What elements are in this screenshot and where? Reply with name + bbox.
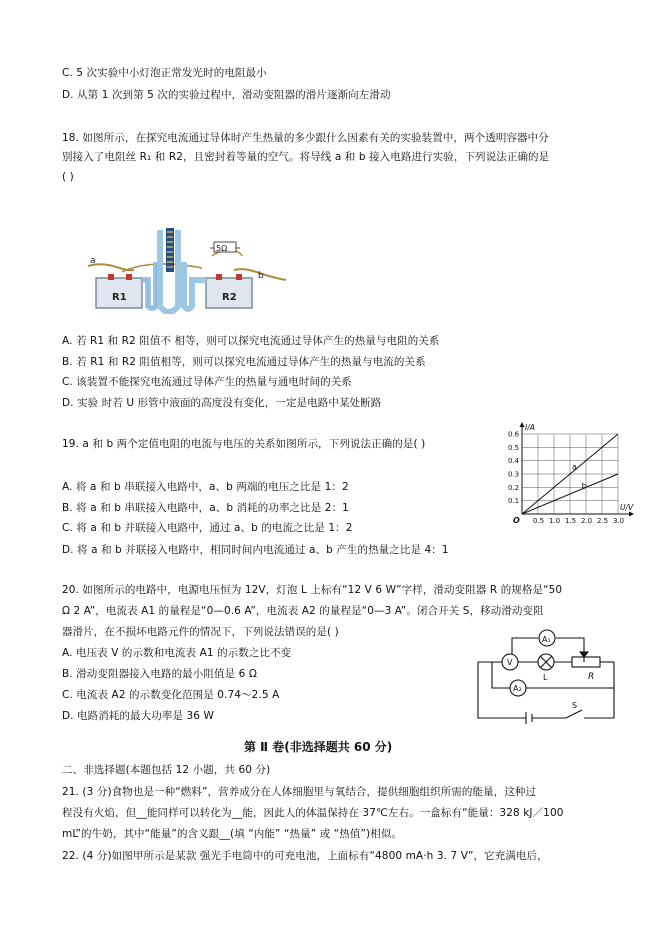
q17-option-d: D. 从第 1 次到第 5 次的实验过程中，滑动变阻器的滑片逐渐向左滑动 <box>62 89 391 101</box>
x-tick-label: 1.5 <box>565 517 577 525</box>
ammeter-a1-label: A₁ <box>542 635 551 644</box>
q18-stem-line-2: 别接入了电阻丝 R₁ 和 R2，且密封着等量的空气。将导线 a 和 b 接入电路进行实验，下列说法正确的是 <box>62 151 550 163</box>
q20-option-a: A. 电压表 V 的示数和电流表 A1 的示数之比不变 <box>62 647 292 659</box>
part-2-title: 第 Ⅱ 卷(非选择题共 60 分) <box>244 740 393 754</box>
q19-option-d: D. 将 a 和 b 并联接入电路中，相同时间内电流通过 a、b 产生的热量之比是 4：1 <box>62 544 449 556</box>
switch-s-label: S <box>572 701 578 710</box>
q18-option-b: B. 若 R1 和 R2 阻值相等，则可以探究电流通过导体产生的热量与电流的关系 <box>62 356 426 368</box>
origin-label: O <box>513 516 520 525</box>
q20-stem-line-1: 20. 如图所示的电路中，电源电压恒为 12V，灯泡 L 上标有“12 V 6 W”字样，滑动变阻器 R 的规格是“50 <box>62 584 563 596</box>
q18-stem-line-1: 18. 如图所示，在探究电流通过导体时产生热量的多少跟什么因素有关的实验装置中，两个透明容器中分 <box>62 132 549 144</box>
r2-label: R2 <box>222 292 237 303</box>
y-tick-label: 0.4 <box>508 457 520 466</box>
y-tick-label: 0.5 <box>508 443 520 452</box>
r1-label: R1 <box>112 292 127 303</box>
q17-option-c: C. 5 次实验中小灯泡正常发光时的电阻最小 <box>62 67 267 79</box>
q20-option-d: D. 电路消耗的最大功率是 36 W <box>62 710 214 722</box>
q21-line-3: mL”的牛奶，其中“能量”的含义跟__(填 “内能” “热量” 或 “热值”)相似。 <box>62 828 403 840</box>
x-axis-label: U/V <box>620 503 634 512</box>
wire-a-label: a <box>90 256 96 266</box>
y-axis-label: I/A <box>525 423 535 432</box>
y-tick-label: 0.3 <box>508 470 520 479</box>
iv-graph-chart <box>496 418 642 530</box>
y-tick-label: 0.2 <box>508 483 520 492</box>
q20-stem-line-3: 器滑片，在不损坏电路元件的情况下，下列说法错误的是( ) <box>62 626 339 638</box>
resistor-5ohm-label: 5Ω <box>216 244 228 253</box>
q19-option-a: A. 将 a 和 b 串联接入电路中，a、b 两端的电压之比是 1：2 <box>62 481 349 493</box>
ammeter-a2-label: A₂ <box>513 684 522 693</box>
q21-line-1: 21. (3 分)食物也是一种“燃料”，营养成分在人体细胞里与氧结合，提供细胞组织所需的能量，这种过 <box>62 786 537 798</box>
lamp-l-label: L <box>543 673 548 682</box>
x-tick-label: 0.5 <box>533 517 545 525</box>
x-tick-label: 2.5 <box>597 517 609 525</box>
q19-stem: 19. a 和 b 两个定值电阻的电流与电压的关系如图所示，下列说法正确的是( ) <box>62 438 426 450</box>
wire-b-label: b <box>258 271 264 281</box>
series-label-b: b <box>581 481 587 491</box>
part-2-heading: 二、非选择题(本题包括 12 小题，共 60 分) <box>62 764 271 776</box>
series-label-a: a <box>572 462 577 472</box>
q18-option-a: A. 若 R1 和 R2 阻值不 相等，则可以探究电流通过导体产生的热量与电阻的关系 <box>62 335 440 347</box>
q18-stem-line-3: ( ) <box>62 171 74 183</box>
q18-option-c: C. 该装置不能探究电流通过导体产生的热量与通电时间的关系 <box>62 376 352 388</box>
x-tick-label: 2.0 <box>581 517 593 525</box>
q20-circuit-diagram <box>472 628 622 724</box>
q21-line-2: 程没有火焰，但__能同样可以转化为__能，因此人的体温保持在 37℃左右。一盒标有“能量：328 kJ／100 <box>62 807 564 819</box>
q20-option-c: C. 电流表 A2 的示数变化范围是 0.74～2.5 A <box>62 689 280 701</box>
y-tick-label: 0.1 <box>508 497 520 506</box>
q22-line-1: 22. (4 分)如图甲所示是某款 强光手电筒中的可充电池，上面标有“4800 mA·h 3. 7 V”，它充满电后， <box>62 850 548 862</box>
q19-option-c: C. 将 a 和 b 并联接入电路中，通过 a、b 的电流之比是 1：2 <box>62 522 353 534</box>
y-axis-arrow <box>520 422 525 427</box>
rheostat-r-label: R <box>588 672 595 682</box>
q19-option-b: B. 将 a 和 b 串联接入电路中，a、b 消耗的功率之比是 2：1 <box>62 502 349 514</box>
voltmeter-v-label: V <box>507 658 513 667</box>
y-tick-label: 0.6 <box>508 430 520 439</box>
q20-option-b: B. 滑动变阻器接入电路的最小阻值是 6 Ω <box>62 668 257 680</box>
x-axis-arrow <box>629 512 634 517</box>
x-tick-label: 1.0 <box>549 517 561 525</box>
x-tick-label: 3.0 <box>613 517 625 525</box>
q20-stem-line-2: Ω 2 A”，电流表 A1 的量程是“0—0.6 A”，电流表 A2 的量程是“0—3 A”。闭合开关 S，移动滑动变阻 <box>62 605 544 617</box>
q18-option-d: D. 实验 时若 U 形管中液面的高度没有变化，一定是电路中某处断路 <box>62 397 382 409</box>
q18-joule-apparatus-figure <box>82 222 292 314</box>
